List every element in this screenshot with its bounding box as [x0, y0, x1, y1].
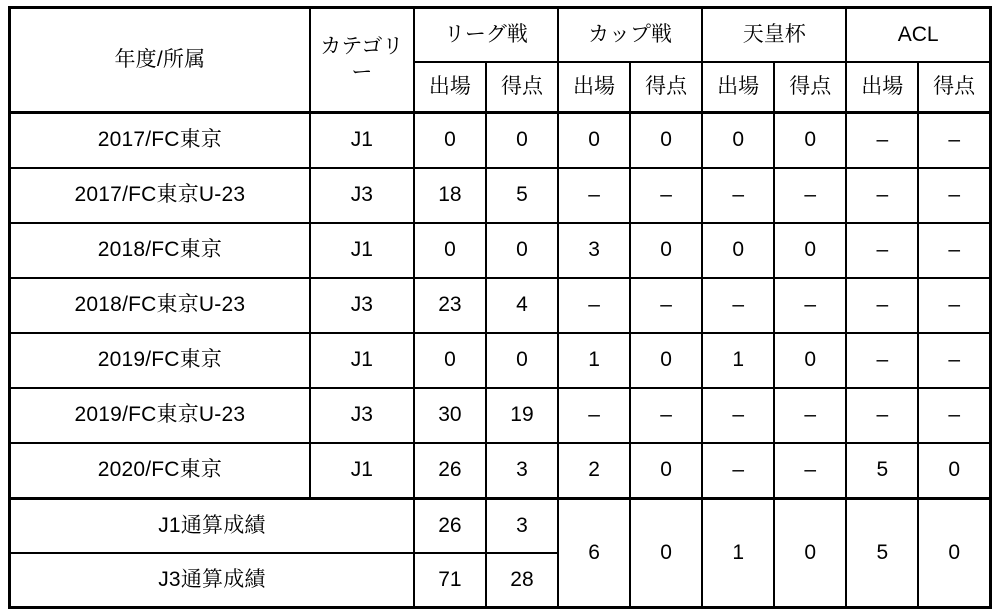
cell-emperors-apps: –: [702, 388, 774, 443]
cell-year: 2018/FC東京U-23: [10, 278, 310, 333]
cell-league-apps: 26: [414, 443, 486, 499]
cell-category: J3: [310, 168, 414, 223]
cell-category: J1: [310, 333, 414, 388]
header-emperors-apps: 出場: [702, 62, 774, 113]
cell-league-goals: 0: [486, 113, 558, 169]
cell-cup-apps: 0: [558, 113, 630, 169]
cell-acl-apps: –: [846, 113, 918, 169]
cell-league-apps: 0: [414, 333, 486, 388]
total-j1-league-goals: 3: [486, 499, 558, 554]
header-league-apps: 出場: [414, 62, 486, 113]
cell-emperors-goals: –: [774, 168, 846, 223]
table-row: [10, 223, 991, 278]
header-emperors-goals: 得点: [774, 62, 846, 113]
cell-league-goals: 3: [486, 443, 558, 499]
cell-league-apps: 0: [414, 223, 486, 278]
cell-cup-apps: 3: [558, 223, 630, 278]
cell-year: 2017/FC東京: [10, 113, 310, 169]
cell-cup-apps: –: [558, 388, 630, 443]
table-row: [10, 168, 991, 223]
table-row: [10, 278, 991, 333]
table-row: [10, 113, 991, 169]
total-emperors-apps: 1: [702, 499, 774, 608]
cell-acl-goals: –: [918, 223, 990, 278]
cell-acl-apps: 5: [846, 443, 918, 499]
table-total-row-j1: [10, 499, 991, 554]
cell-league-apps: 0: [414, 113, 486, 169]
cell-cup-apps: –: [558, 168, 630, 223]
total-acl-apps: 5: [846, 499, 918, 608]
cell-emperors-apps: 0: [702, 223, 774, 278]
header-acl-apps: 出場: [846, 62, 918, 113]
cell-cup-goals: 0: [630, 113, 702, 169]
header-cup-goals: 得点: [630, 62, 702, 113]
header-group-cup: カップ戦: [558, 8, 702, 63]
cell-acl-apps: –: [846, 168, 918, 223]
total-j3-league-apps: 71: [414, 553, 486, 608]
cell-league-goals: 0: [486, 333, 558, 388]
cell-acl-goals: –: [918, 333, 990, 388]
total-label-j3: J3通算成績: [10, 553, 414, 608]
cell-league-apps: 23: [414, 278, 486, 333]
cell-cup-apps: 1: [558, 333, 630, 388]
cell-acl-apps: –: [846, 333, 918, 388]
header-year-affiliation: 年度/所属: [10, 8, 310, 113]
cell-year: 2019/FC東京: [10, 333, 310, 388]
cell-acl-goals: –: [918, 113, 990, 169]
cell-year: 2017/FC東京U-23: [10, 168, 310, 223]
cell-emperors-apps: –: [702, 443, 774, 499]
cell-cup-apps: –: [558, 278, 630, 333]
header-acl-goals: 得点: [918, 62, 990, 113]
cell-emperors-apps: –: [702, 278, 774, 333]
cell-emperors-goals: 0: [774, 113, 846, 169]
cell-cup-apps: 2: [558, 443, 630, 499]
cell-category: J1: [310, 443, 414, 499]
cell-emperors-goals: –: [774, 443, 846, 499]
cell-league-goals: 4: [486, 278, 558, 333]
cell-emperors-goals: –: [774, 278, 846, 333]
total-acl-goals: 0: [918, 499, 990, 608]
cell-category: J3: [310, 388, 414, 443]
cell-cup-goals: –: [630, 388, 702, 443]
cell-acl-apps: –: [846, 278, 918, 333]
cell-league-apps: 30: [414, 388, 486, 443]
career-stats-table: [8, 6, 992, 609]
total-cup-goals: 0: [630, 499, 702, 608]
total-j3-league-goals: 28: [486, 553, 558, 608]
header-cup-apps: 出場: [558, 62, 630, 113]
cell-league-goals: 0: [486, 223, 558, 278]
cell-year: 2020/FC東京: [10, 443, 310, 499]
cell-emperors-goals: 0: [774, 223, 846, 278]
total-emperors-goals: 0: [774, 499, 846, 608]
table-header-top-row: [10, 8, 991, 63]
cell-league-goals: 5: [486, 168, 558, 223]
cell-acl-goals: –: [918, 168, 990, 223]
cell-cup-goals: –: [630, 168, 702, 223]
cell-emperors-apps: –: [702, 168, 774, 223]
cell-emperors-goals: 0: [774, 333, 846, 388]
total-cup-apps: 6: [558, 499, 630, 608]
cell-cup-goals: –: [630, 278, 702, 333]
header-league-goals: 得点: [486, 62, 558, 113]
cell-emperors-apps: 0: [702, 113, 774, 169]
table-row: [10, 388, 991, 443]
cell-category: J1: [310, 113, 414, 169]
cell-cup-goals: 0: [630, 223, 702, 278]
table-row: [10, 443, 991, 499]
cell-cup-goals: 0: [630, 443, 702, 499]
total-label-j1: J1通算成績: [10, 499, 414, 554]
cell-acl-goals: –: [918, 388, 990, 443]
cell-acl-apps: –: [846, 388, 918, 443]
header-group-league: リーグ戦: [414, 8, 558, 63]
cell-league-goals: 19: [486, 388, 558, 443]
cell-acl-goals: 0: [918, 443, 990, 499]
cell-league-apps: 18: [414, 168, 486, 223]
cell-category: J1: [310, 223, 414, 278]
table-row: [10, 333, 991, 388]
cell-cup-goals: 0: [630, 333, 702, 388]
cell-category: J3: [310, 278, 414, 333]
total-j1-league-apps: 26: [414, 499, 486, 554]
cell-acl-apps: –: [846, 223, 918, 278]
cell-emperors-apps: 1: [702, 333, 774, 388]
cell-acl-goals: –: [918, 278, 990, 333]
cell-year: 2018/FC東京: [10, 223, 310, 278]
header-group-acl: ACL: [846, 8, 990, 63]
cell-emperors-goals: –: [774, 388, 846, 443]
cell-year: 2019/FC東京U-23: [10, 388, 310, 443]
header-group-emperors-cup: 天皇杯: [702, 8, 846, 63]
header-category: カテゴリー: [310, 8, 414, 113]
